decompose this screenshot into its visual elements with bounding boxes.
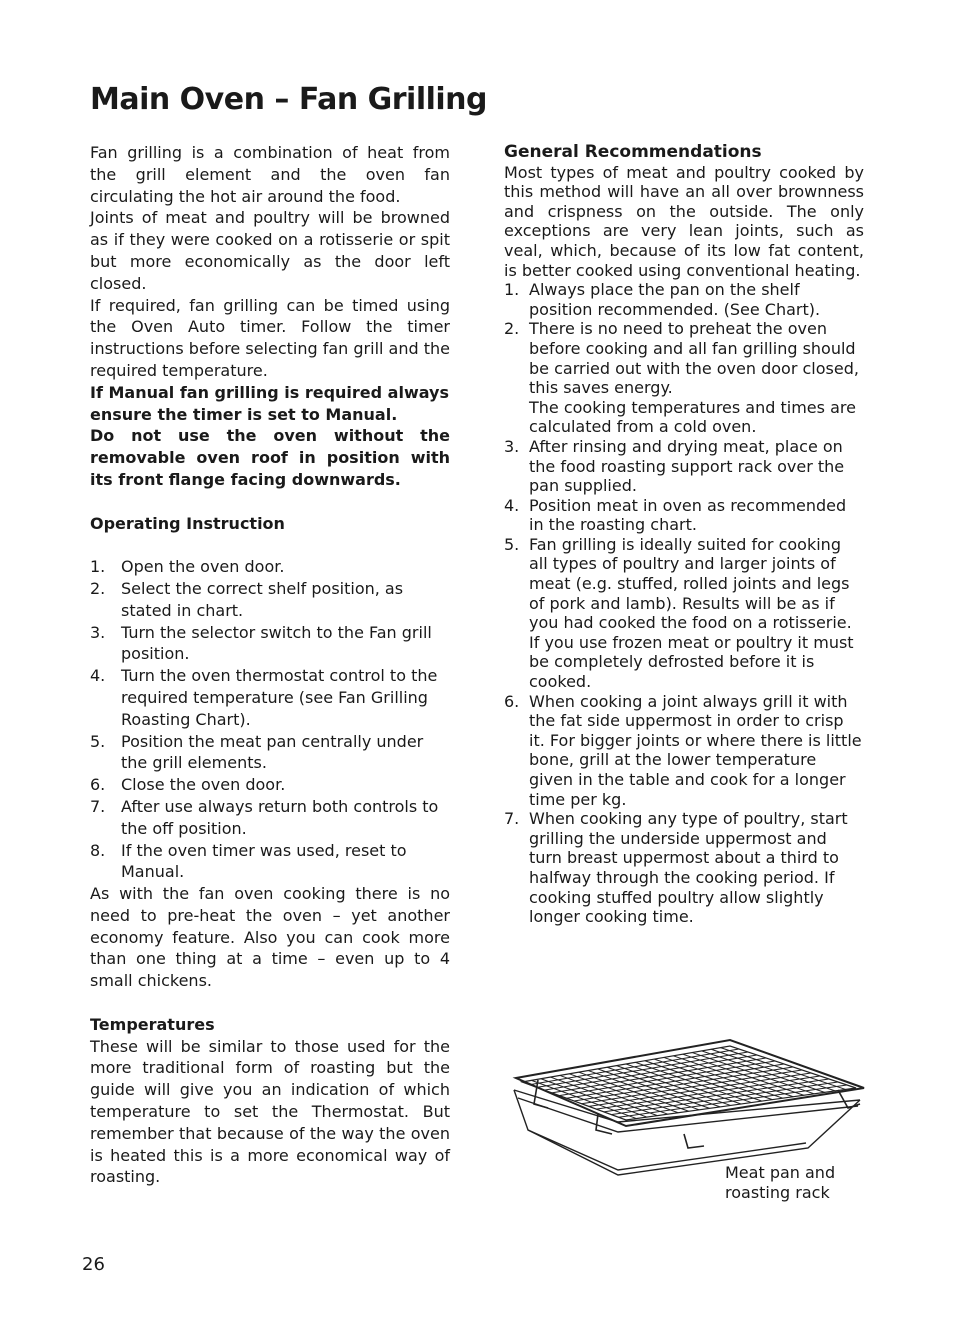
after-steps-paragraph: As with the fan oven cooking there is no need to pre-heat the oven – yet another economy feature. Also you can cook more than one thing at a time – even up to 4 small chickens.: [90, 884, 450, 991]
operating-instruction-heading: Operating Instruction: [90, 513, 285, 533]
temperatures-paragraph: These will be similar to those used for the more traditional form of roasting but the guide will give you an indication of which temperature to set the Thermostat. But remember that because of the way the oven is heated this is a more economical way of roasting.: [90, 1036, 450, 1187]
page-number: 26: [82, 1254, 105, 1275]
operating-steps-list: [90, 556, 450, 883]
list-item: 8. If the oven timer was used, reset to Manual.: [90, 840, 407, 882]
list-item: 1. Open the oven door.: [90, 557, 285, 577]
list-item: 2. There is no need to preheat the oven before cooking and all fan grilling should be carried out with the oven door closed, this saves energy. The cooking temperatures and times are calculated from a cold oven.: [504, 319, 859, 437]
meat-pan-rack-illustration: [508, 1030, 868, 1180]
left-column: [90, 142, 450, 1188]
page-title: Main Oven – Fan Grilling: [90, 82, 487, 117]
list-item: 1. Always place the pan on the shelf position recommended. (See Chart).: [504, 280, 821, 319]
list-item: 3. Turn the selector switch to the Fan grill position.: [90, 622, 432, 664]
intro-paragraph: Fan grilling is a combination of heat from the grill element and the oven fan circulating the hot air around the food.: [90, 143, 450, 206]
warning-text: Do not use the oven without the removable oven roof in position with its front flange facing downwards.: [90, 426, 450, 489]
list-item: 5. Fan grilling is ideally suited for cooking all types of poultry and larger joints of meat (e.g. stuffed, rolled joints and legs of pork and lamb). Results will be as if you had cooked the food on a rotisserie. If you use frozen meat or poultry it must be completely defrosted before it is cooked.: [504, 534, 854, 692]
figure-caption: Meat pan and roasting rack: [725, 1163, 836, 1202]
warning-text: If Manual fan grilling is required always ensure the timer is set to Manual.: [90, 382, 449, 424]
recommendations-intro: Most types of meat and poultry cooked by this method will have an all over brownness and crispness on the outside. The only exceptions are very lean joints, such as veal, which, because of its low fat content, is better cooked using conventional heating.: [504, 162, 864, 280]
recommendations-list: [504, 280, 864, 927]
list-item: 6. Close the oven door.: [90, 775, 286, 795]
list-item: 7. When cooking any type of poultry, start grilling the underside uppermost and turn breast uppermost about a third to halfway through the cooking period. If cooking stuffed poultry allow slightly longer cooking time.: [504, 809, 848, 927]
right-column: [504, 143, 864, 927]
list-item: 4. Turn the oven thermostat control to the required temperature (see Fan Grilling Roasting Chart).: [90, 666, 438, 729]
list-item: 2. Select the correct shelf position, as stated in chart.: [90, 578, 404, 620]
list-item: 5. Position the meat pan centrally under the grill elements.: [90, 731, 424, 773]
meat-pan-rack-icon: [508, 1030, 868, 1180]
list-item: 3. After rinsing and drying meat, place on the food roasting support rack over the pan supplied.: [504, 436, 845, 496]
temperatures-heading: Temperatures: [90, 1014, 215, 1034]
general-recommendations-heading: General Recommendations: [504, 142, 762, 162]
intro-paragraph: Joints of meat and poultry will be browned as if they were cooked on a rotisserie or spit but more economically as the door left closed.: [90, 208, 450, 293]
list-item: 7. After use always return both controls to the off position.: [90, 796, 439, 838]
intro-paragraph: If required, fan grilling can be timed using the Oven Auto timer. Follow the timer instructions before selecting fan grill and the required temperature.: [90, 295, 450, 380]
list-item: 6. When cooking a joint always grill it with the fat side uppermost in order to crisp it. For bigger joints or where there is little bone, grill at the lower temperature given in the table and cook for a longer time per kg.: [504, 691, 862, 809]
list-item: 4. Position meat in oven as recommended in the roasting chart.: [504, 495, 847, 535]
